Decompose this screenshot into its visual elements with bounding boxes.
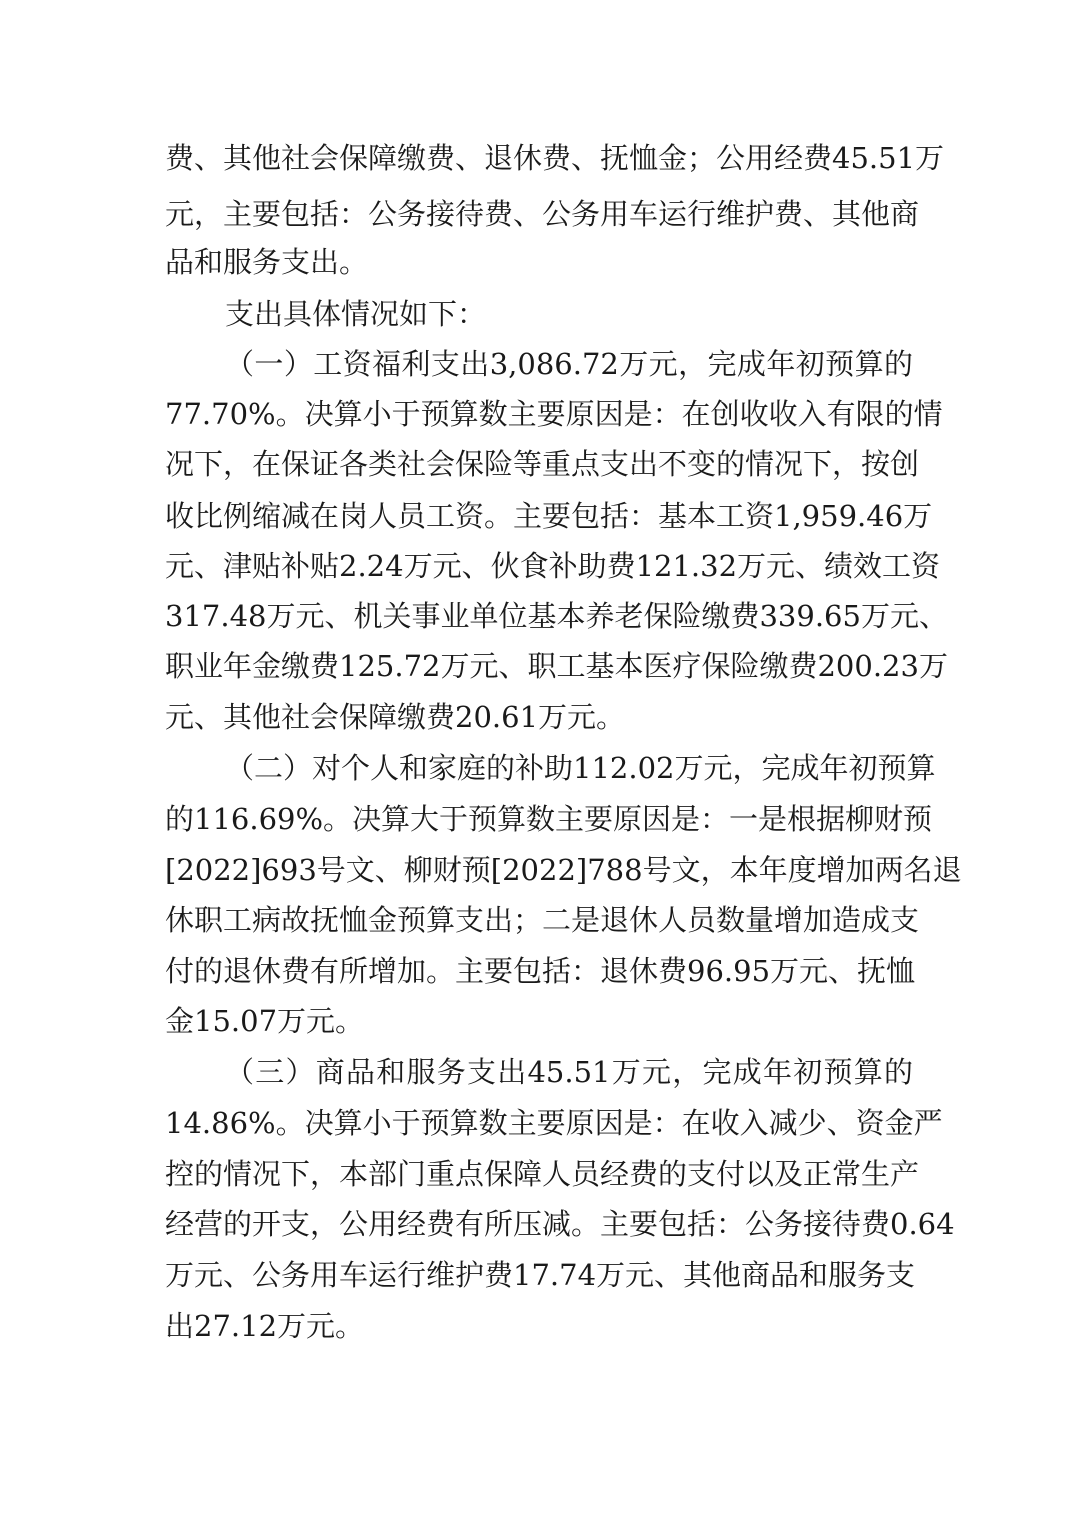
paragraph-line: 经营的开支，公用经费有所压减。主要包括：公务接待费0.64 [165, 1207, 955, 1241]
paragraph-line: 休职工病故抚恤金预算支出；二是退休人员数量增加造成支 [165, 903, 920, 937]
paragraph-line: 出27.12万元。 [165, 1309, 365, 1343]
paragraph-line: （三）商品和服务支出45.51万元，完成年初预算的 [225, 1055, 913, 1089]
paragraph-line: [2022]693号文、柳财预[2022]788号文，本年度增加两名退 [165, 853, 962, 887]
paragraph-line: 收比例缩减在岗人员工资。主要包括：基本工资1,959.46万 [165, 499, 933, 533]
paragraph-line: 元，主要包括：公务接待费、公务用车运行维护费、其他商 [165, 197, 920, 231]
paragraph-line: 支出具体情况如下： [225, 297, 487, 331]
paragraph-line: （二）对个人和家庭的补助112.02万元，完成年初预算 [225, 751, 936, 785]
paragraph-line: 职业年金缴费125.72万元、职工基本医疗保险缴费200.23万 [165, 649, 948, 683]
paragraph-line: 元、其他社会保障缴费20.61万元。 [165, 700, 626, 734]
paragraph-line: 品和服务支出。 [165, 245, 369, 279]
paragraph-line: 金15.07万元。 [165, 1004, 365, 1038]
paragraph-line: 317.48万元、机关事业单位基本养老保险缴费339.65万元、 [165, 599, 948, 633]
paragraph-line: 况下，在保证各类社会保险等重点支出不变的情况下，按创 [165, 447, 920, 481]
paragraph-line: 的116.69%。决算大于预算数主要原因是：一是根据柳财预 [165, 802, 933, 836]
paragraph-line: 付的退休费有所增加。主要包括：退休费96.95万元、抚恤 [165, 954, 916, 988]
paragraph-line: （一）工资福利支出3,086.72万元，完成年初预算的 [225, 347, 913, 381]
paragraph-line: 14.86%。决算小于预算数主要原因是：在收入减少、资金严 [165, 1106, 943, 1140]
paragraph-line: 费、其他社会保障缴费、退休费、抚恤金；公用经费45.51万 [165, 141, 945, 175]
paragraph-line: 元、津贴补贴2.24万元、伙食补助费121.32万元、绩效工资 [165, 549, 941, 583]
paragraph-line: 77.70%。决算小于预算数主要原因是：在创收收入有限的情 [165, 397, 943, 431]
paragraph-line: 万元、公务用车运行维护费17.74万元、其他商品和服务支 [165, 1258, 916, 1292]
paragraph-line: 控的情况下，本部门重点保障人员经费的支付以及正常生产 [165, 1157, 920, 1191]
